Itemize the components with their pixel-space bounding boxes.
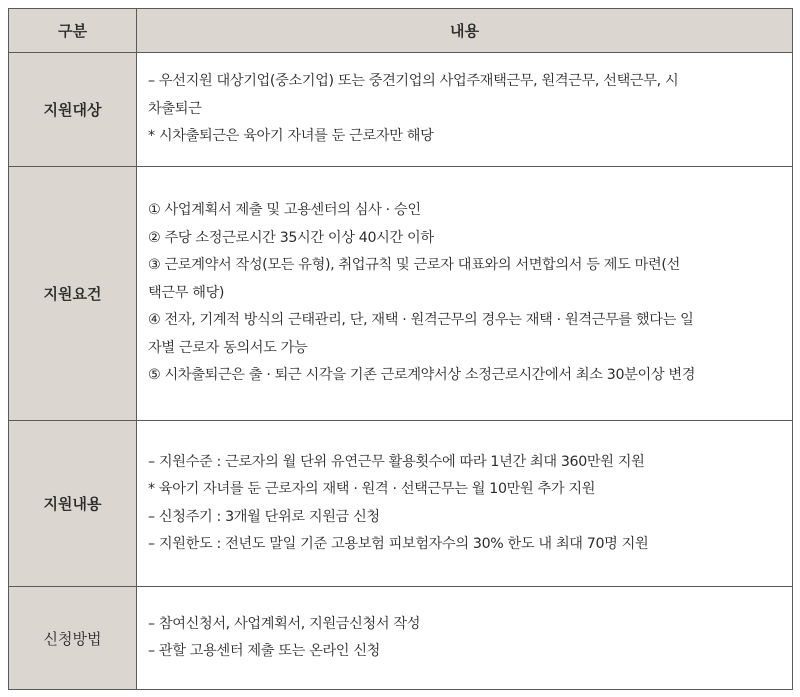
content-line: – 우선지원 대상기업(중소기업) 또는 중견기업의 사업주재택근무, 원격근무, 선택근무, 시: [148, 73, 679, 90]
content-line: ① 사업계획서 제출 및 고용센터의 심사 · 승인: [148, 202, 421, 219]
content-line: – 참여신청서, 사업계획서, 지원금신청서 작성: [148, 615, 421, 632]
content-line: ③ 근로계약서 작성(모든 유형), 취업규칙 및 근로자 대표와의 서면합의서 등 제도 마련(선: [148, 257, 680, 274]
row-label-support: 지원내용: [9, 421, 137, 587]
content-line: ② 주당 소정근로시간 35시간 이상 40시간 이하: [148, 229, 434, 246]
table-row: [9, 421, 793, 587]
content-line: * 시차출퇴근은 육아기 자녀를 둔 근로자만 해당: [148, 128, 434, 145]
row-label-requirements: 지원요건: [9, 167, 137, 421]
row-content-support: [137, 421, 793, 587]
content-line: 자별 근로자 동의서도 가능: [148, 339, 308, 356]
row-content-target: [137, 53, 793, 167]
content-line: – 지원수준 : 근로자의 월 단위 유연근무 활용횟수에 따라 1년간 최대 360만원 지원: [148, 453, 645, 470]
table-row: [9, 587, 793, 690]
info-table: [8, 8, 793, 690]
row-content-application: [137, 587, 793, 690]
content-line: * 육아기 자녀를 둔 근로자의 재택 · 원격 · 선택근무는 월 10만원 추가 지원: [148, 481, 596, 497]
row-label-target: 지원대상: [9, 53, 137, 167]
table-row: [9, 167, 793, 421]
row-label-application: 신청방법: [9, 587, 137, 690]
table-row: [9, 53, 793, 167]
content-line: – 신청주기 : 3개월 단위로 지원금 신청: [148, 508, 380, 525]
header-content: 내용: [137, 9, 793, 53]
support-program-table: [8, 8, 792, 689]
content-line: – 관할 고용센터 제출 또는 온라인 신청: [148, 643, 381, 659]
row-content-requirements: [137, 167, 793, 421]
content-line: ④ 전자, 기계적 방식의 근태관리, 단, 재택 · 원격근무의 경우는 재택 · 원격근무를 했다는 일: [148, 312, 694, 329]
table-header: [9, 9, 793, 53]
content-line: ⑤ 시차출퇴근은 출 · 퇴근 시각을 기존 근로계약서상 소정근로시간에서 최소 30분이상 변경: [148, 367, 696, 384]
header-category: 구분: [9, 9, 137, 53]
content-line: 차출퇴근: [148, 100, 202, 117]
content-line: 택근무 해당): [148, 284, 225, 301]
content-line: – 지원한도 : 전년도 말일 기준 고용보험 피보험자수의 30% 한도 내 최대 70명 지원: [148, 536, 649, 552]
